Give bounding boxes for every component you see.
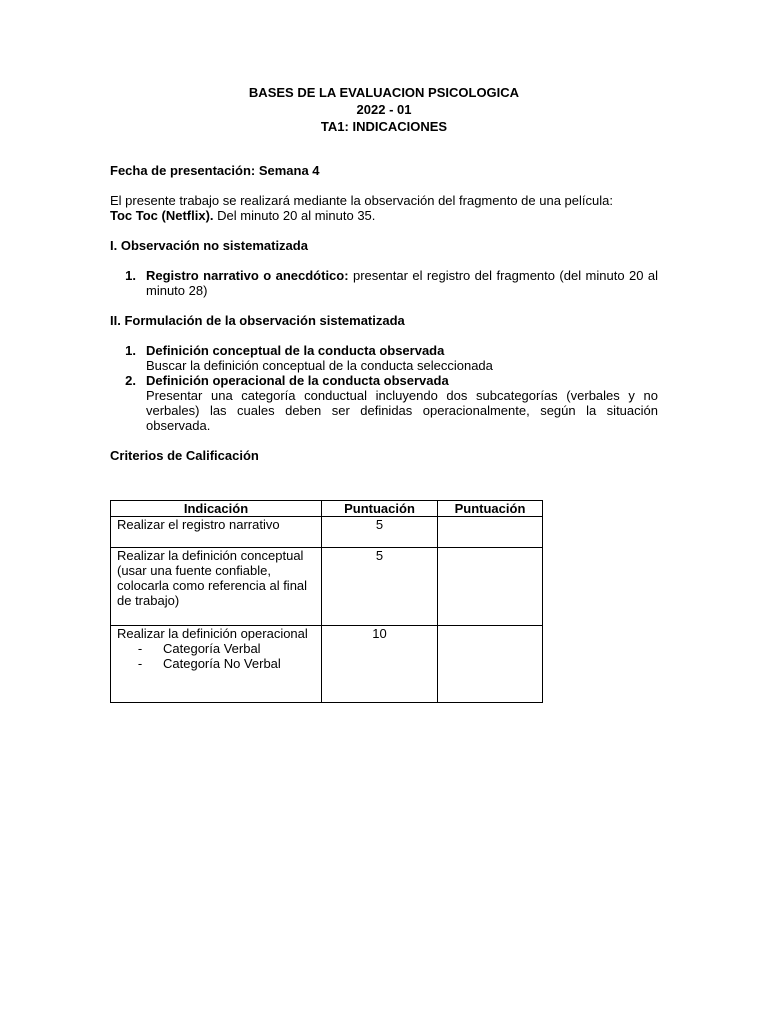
criteria-heading: Criterios de Calificación — [110, 448, 259, 463]
section2-heading: II. Formulación de la observación sistematizada — [110, 313, 405, 328]
sub-item-text: Categoría No Verbal — [163, 656, 281, 671]
dash-bullet: - — [137, 656, 143, 671]
item-text: presentar el registro del fragmento (del minuto 20 al minuto 28) — [146, 268, 659, 298]
sub-item — [117, 641, 315, 656]
period-title: 2022 - 01 — [356, 102, 412, 117]
assignment-title: TA1: INDICACIONES — [320, 119, 448, 134]
criteria-table — [110, 500, 543, 703]
cell-indicacion: Realizar el registro narrativo — [111, 517, 322, 548]
column-header: Indicación — [111, 501, 322, 517]
cell-puntuacion-extra — [438, 626, 543, 703]
section1-list — [110, 268, 658, 298]
cell-puntuacion: 5 — [322, 548, 438, 626]
cell-puntuacion-extra — [438, 517, 543, 548]
item-text: Presentar una categoría conductual incluyendo dos subcategorías (verbales y no verbales) las cuales deben ser definidas operacionalmente, según la situación observada. — [146, 388, 658, 433]
item-label: Registro narrativo o anecdótico: — [146, 268, 349, 283]
dash-bullet: - — [137, 641, 143, 656]
list-number: 2. — [125, 373, 136, 388]
list-item — [110, 373, 658, 433]
due-date: Fecha de presentación: Semana 4 — [110, 163, 320, 178]
film-range: Del minuto 20 al minuto 35. — [213, 208, 376, 223]
item-label: Definición operacional de la conducta observada — [146, 373, 449, 388]
film-title: Toc Toc (Netflix). — [110, 208, 214, 223]
list-number: 1. — [125, 268, 136, 283]
course-title: BASES DE LA EVALUACION PSICOLOGICA — [248, 85, 520, 100]
sub-item-text: Categoría Verbal — [163, 641, 261, 656]
cell-puntuacion: 5 — [322, 517, 438, 548]
intro-text: El presente trabajo se realizará mediante la observación del fragmento de una película: — [110, 193, 613, 208]
cell-indicacion — [111, 626, 322, 703]
column-header: Puntuación — [322, 501, 438, 517]
cell-indicacion: Realizar la definición conceptual (usar una fuente confiable, colocarla como referencia al final de trabajo) — [111, 548, 322, 626]
section2-list — [110, 343, 658, 433]
document-page — [110, 84, 658, 463]
indicacion-text: Realizar la definición operacional — [117, 626, 308, 641]
item-text: Buscar la definición conceptual de la conducta seleccionada — [146, 358, 493, 373]
list-item — [110, 268, 658, 298]
cell-puntuacion: 10 — [322, 626, 438, 703]
item-label: Definición conceptual de la conducta observada — [146, 343, 445, 358]
list-number: 1. — [125, 343, 136, 358]
list-item — [110, 343, 658, 373]
sub-item — [117, 656, 315, 671]
section1-heading: I. Observación no sistematizada — [110, 238, 308, 253]
document-title-block — [110, 84, 658, 135]
column-header: Puntuación — [438, 501, 543, 517]
cell-puntuacion-extra — [438, 548, 543, 626]
film-line — [110, 208, 658, 223]
intro-paragraph — [110, 193, 658, 223]
table-header-row — [111, 501, 543, 517]
table-row — [111, 517, 543, 548]
table-row — [111, 626, 543, 703]
table-row — [111, 548, 543, 626]
